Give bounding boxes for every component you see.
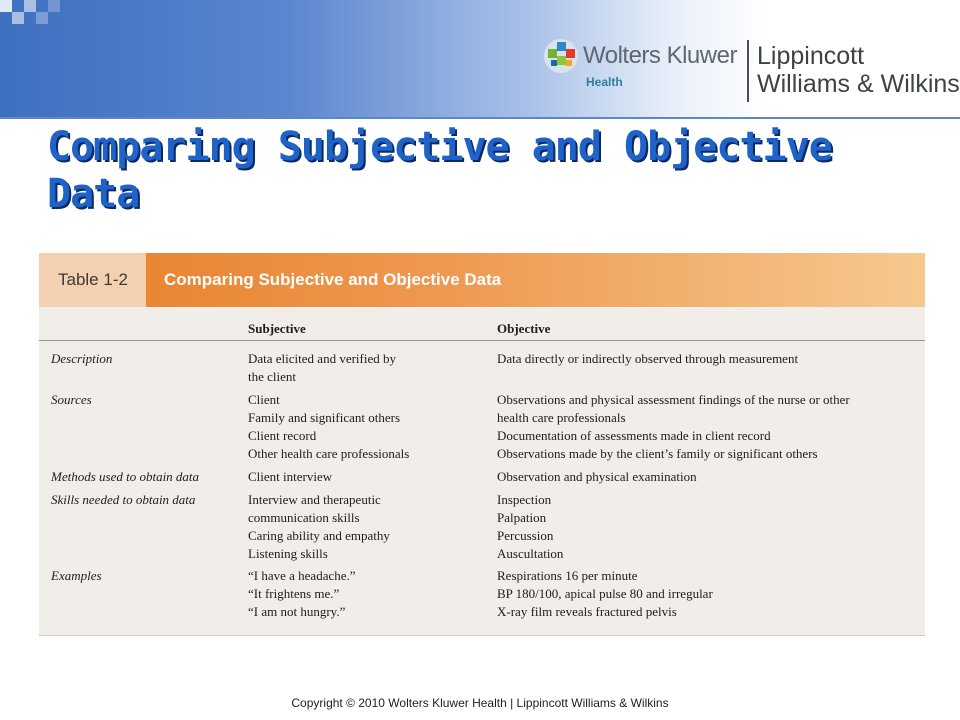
objective-cell-line: Respirations 16 per minute [497, 568, 638, 583]
column-header-objective: Objective [497, 321, 551, 336]
objective-cell-line: Observations and physical assessment findings of the nurse or other [497, 392, 850, 407]
table-title-bar [39, 253, 925, 307]
subjective-cell [248, 491, 488, 563]
table-title: Comparing Subjective and Objective Data [164, 270, 502, 289]
objective-cell [497, 567, 917, 621]
subjective-cell-line: “I am not hungry.” [248, 604, 346, 619]
slide-title: Comparing Subjective and Objective Data [47, 124, 832, 217]
objective-cell [497, 350, 917, 368]
subjective-cell-line: “It frightens me.” [248, 586, 340, 601]
objective-cell-line: Percussion [497, 528, 554, 543]
subjective-cell [248, 350, 488, 386]
objective-cell-line: Auscultation [497, 546, 564, 561]
brand-sub: Health [586, 75, 623, 89]
table-label-box [39, 253, 146, 307]
brand-primary: Wolters Kluwer [583, 42, 737, 69]
row-category: Examples [51, 568, 102, 583]
brand-secondary-line1: Lippincott [757, 42, 865, 70]
wolters-kluwer-globe-logo-icon [543, 38, 579, 74]
header-rule [39, 340, 925, 341]
objective-cell-line: Palpation [497, 510, 547, 525]
subjective-cell-line: Interview and therapeutic [248, 492, 381, 507]
objective-cell-line: BP 180/100, apical pulse 80 and irregular [497, 586, 713, 601]
subjective-cell-line: Client record [248, 428, 317, 443]
copyright-footer: Copyright © 2010 Wolters Kluwer Health | Lippincott Williams & Wilkins [291, 696, 669, 710]
objective-cell [497, 491, 917, 563]
subjective-cell-line: communication skills [248, 510, 360, 525]
comparison-table [39, 253, 925, 636]
subjective-cell [248, 567, 488, 621]
subjective-cell-line: “I have a headache.” [248, 568, 356, 583]
objective-cell-line: health care professionals [497, 410, 626, 425]
brand-secondary [757, 42, 960, 98]
objective-cell-line: Documentation of assessments made in client record [497, 428, 771, 443]
brand-secondary-line2: Williams & Wilkins [757, 70, 960, 98]
column-header-subjective: Subjective [248, 321, 306, 336]
row-category: Sources [51, 392, 92, 407]
subjective-cell-line: Caring ability and empathy [248, 528, 390, 543]
subjective-cell [248, 391, 488, 463]
subjective-cell [248, 468, 488, 486]
table-label: Table 1-2 [58, 270, 128, 289]
logo-divider [747, 40, 749, 102]
header-divider [0, 117, 960, 119]
objective-cell [497, 468, 917, 486]
checker-decoration [0, 0, 60, 24]
row-category: Description [51, 351, 113, 366]
row-category: Skills needed to obtain data [51, 492, 196, 507]
subjective-cell-line: the client [248, 369, 297, 384]
objective-cell-line: X-ray film reveals fractured pelvis [497, 604, 677, 619]
subjective-cell-line: Other health care professionals [248, 446, 410, 461]
row-category: Methods used to obtain data [51, 469, 200, 484]
subjective-cell-line: Listening skills [248, 546, 328, 561]
objective-cell-line: Data directly or indirectly observed through measurement [497, 351, 799, 366]
objective-cell [497, 391, 917, 463]
objective-cell-line: Observation and physical examination [497, 469, 697, 484]
objective-cell-line: Inspection [497, 492, 552, 507]
objective-cell-line: Observations made by the client’s family or significant others [497, 446, 818, 461]
subjective-cell-line: Family and significant others [248, 410, 401, 425]
subjective-cell-line: Client [248, 392, 280, 407]
publisher-logo [543, 38, 960, 106]
subjective-cell-line: Data elicited and verified by [248, 351, 396, 366]
subjective-cell-line: Client interview [248, 469, 333, 484]
